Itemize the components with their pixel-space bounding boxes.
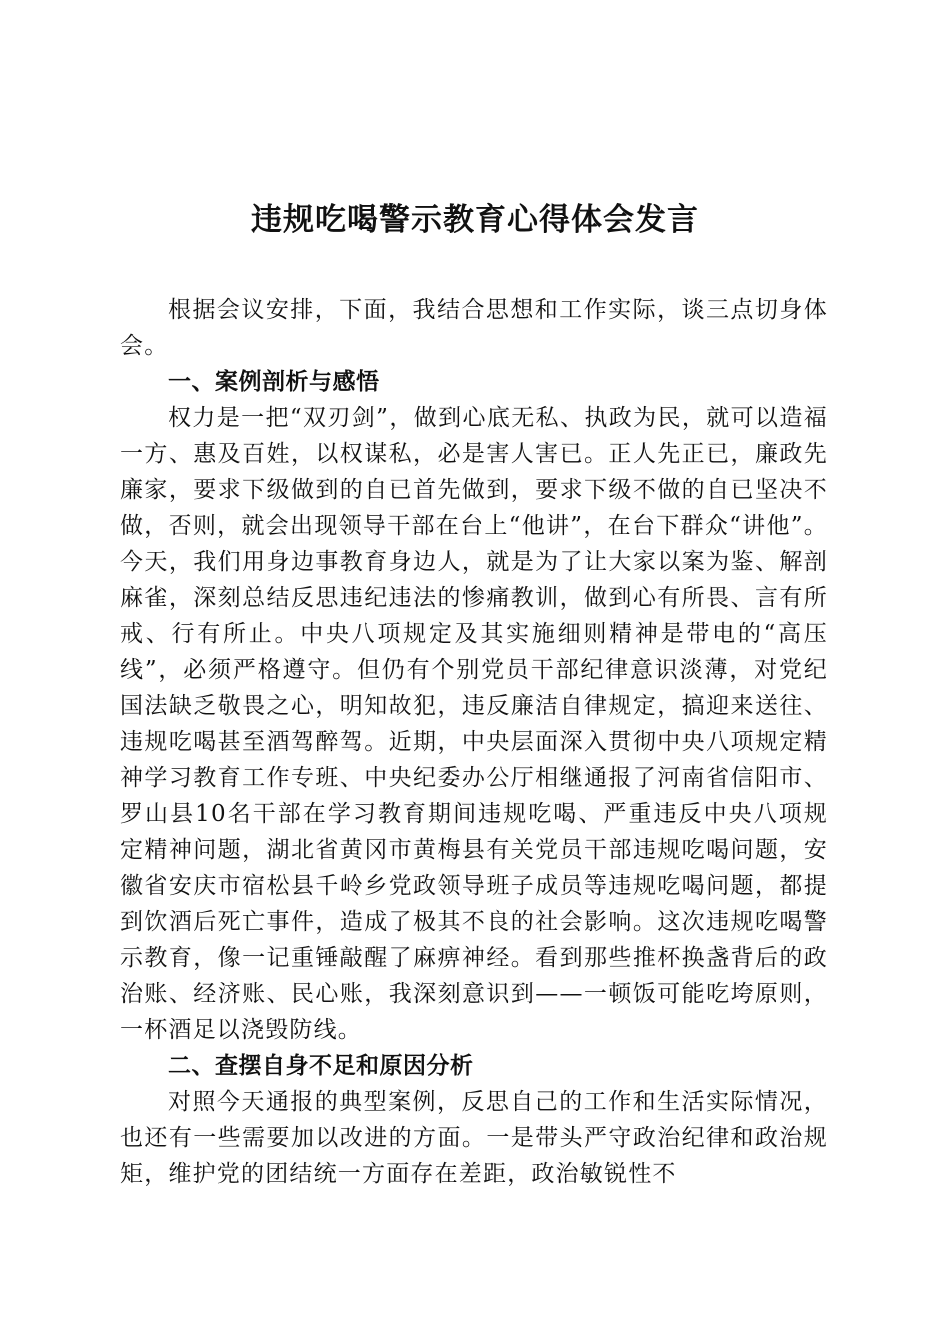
section-1-paragraph: 权力是一把“双刃剑”，做到心底无私、执政为民，就可以造福一方、惠及百姓，以权谋私，必是害人害已。正人先正已，廉政先廉家，要求下级做到的自已首先做到，要求下级不做的自已坚决不做，否则，就会出现领导干部在台上“他讲”，在台下群众“讲他”。今天，我们用身边事教育身边人，就是为了让大家以案为鉴、解剖麻雀，深刻总结反思违纪违法的惨痛教训，做到心有所畏、言有所戒、行有所止。中央八项规定及其实施细则精神是带电的“高压线”，必须严格遵守。但仍有个别党员干部纪律意识淡薄，对党纪国法缺乏敬畏之心，明知故犯，违反廉洁自律规定，搞迎来送往、违规吃喝甚至酒驾醉驾。近期，中央层面深入贯彻中央八项规定精神学习教育工作专班、中央纪委办公厅相继通报了河南省信阳市、罗山县10名干部在学习教育期间违规吃喝、严重违反中央八项规定精神问题，湖北省黄冈市黄梅县有关党员干部违规吃喝问题，安徽省安庆市宿松县千岭乡党政领导班子成员等违规吃喝问题，都提到饮酒后死亡事件，造成了极其不良的社会影响。这次违规吃喝警示教育，像一记重锤敲醒了麻痹神经。看到那些推杯换盏背后的政治账、经济账、民心账，我深刻意识到——一顿饭可能吃垮原则，一杯酒足以浇毁防线。: [120, 405, 828, 1043]
section-1-heading: 一、案例剖析与感悟: [168, 369, 380, 395]
intro-paragraph: 根据会议安排，下面，我结合思想和工作实际，谈三点切身体会。: [120, 297, 828, 359]
document-title: 违规吃喝警示教育心得体会发言: [251, 202, 699, 238]
section-2-heading: 二、查摆自身不足和原因分析: [168, 1053, 474, 1079]
document-body: [120, 292, 828, 1192]
section-2-paragraph: 对照今天通报的典型案例，反思自己的工作和生活实际情况，也还有一些需要加以改进的方面。一是带头严守政治纪律和政治规矩，维护党的团结统一方面存在差距，政治敏锐性不: [120, 1089, 828, 1187]
